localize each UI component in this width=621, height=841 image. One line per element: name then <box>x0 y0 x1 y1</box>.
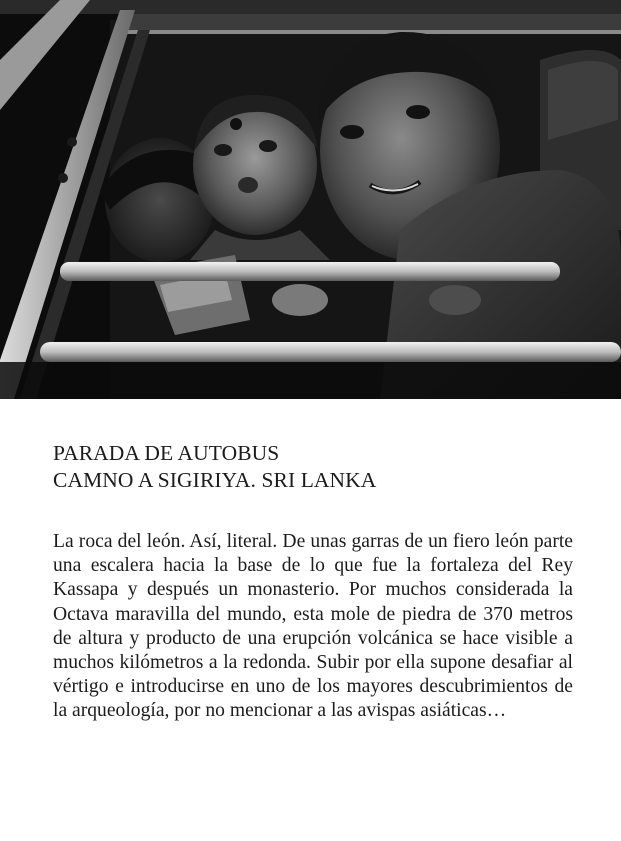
caption-block <box>53 440 573 494</box>
photo-illustration <box>0 0 621 399</box>
photograph <box>0 0 621 399</box>
body-paragraph: La roca del león. Así, literal. De unas garras de un fiero león parte una escalera hacia la base de lo que fue la fortaleza del Rey Kassapa y después un monasterio. Por muchos considerada la Octava maravilla del mundo, esta mole de piedra de 370 metros de altura y producto de una erupción volcánica se hace visible a muchos kilómetros a la redonda. Subir por ella supone desafiar al vértigo e introducirse en uno de los mayores descubrimientos de la arqueología, por no mencionar a las avispas asiáticas… <box>53 531 573 722</box>
caption-title-line-1: PARADA DE AUTOBUS <box>53 441 280 465</box>
caption-title-line-2: CAMNO A SIGIRIYA. SRI LANKA <box>53 468 377 492</box>
